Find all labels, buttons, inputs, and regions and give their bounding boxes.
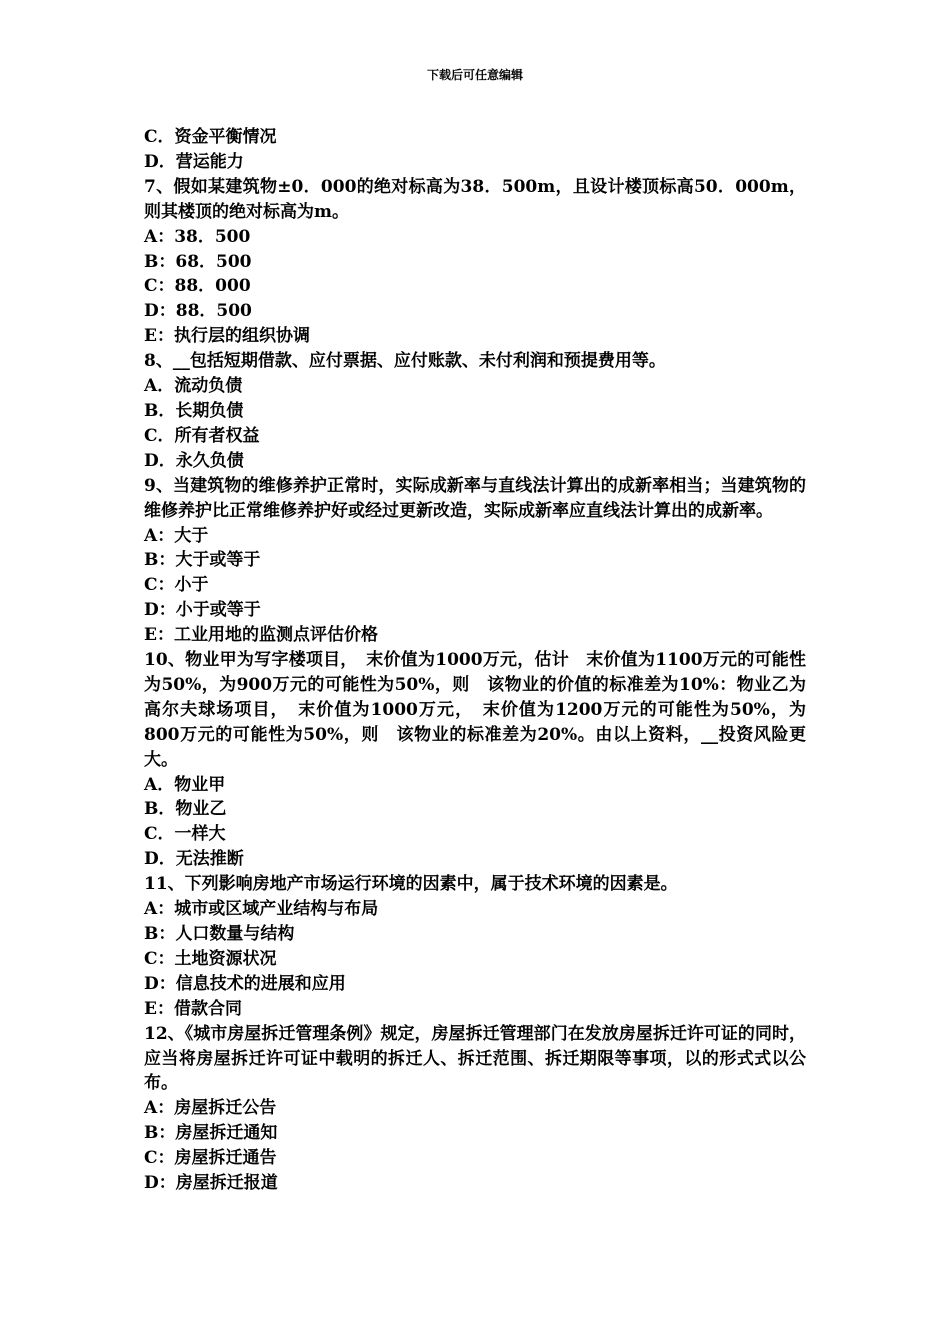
answer-option: A：38．500	[144, 226, 251, 247]
answer-option: E：工业用地的监测点评估价格	[144, 625, 378, 646]
question-text: 12、《城市房屋拆迁管理条例》规定，房屋拆迁管理部门在发放房屋拆迁许可证的同时，应当将房屋拆迁许可证中载明的拆迁人、拆迁范围、拆迁期限等事项，以的形式式以公布。	[144, 1023, 806, 1094]
answer-option: A．物业甲	[144, 774, 226, 795]
question-text: 10、物业甲为写字楼项目， 末价值为1000万元，估计 末价值为1100万元的可能性为50%，为900万元的可能性为50%，则 该物业的价值的标准差为10%：物业乙为高尔夫球场项目， 末价值为1000万元， 末价值为1200万元的可能性为50%，为800万元的可能性为50%，则 该物业的标准差为20%。由以上资料，__投资风险更大。	[144, 650, 806, 770]
answer-option: C：小于	[144, 575, 209, 596]
answer-option: C．资金平衡情况	[144, 127, 277, 147]
answer-option: D：信息技术的进展和应用	[144, 973, 346, 994]
answer-option: D．永久负债	[144, 450, 244, 471]
answer-option: A．流动负债	[144, 376, 243, 397]
answer-option: A：大于	[144, 525, 209, 546]
answer-option: B：人口数量与结构	[144, 924, 295, 944]
answer-option: C：土地资源状况	[144, 948, 277, 969]
answer-option: E：借款合同	[144, 998, 242, 1019]
document-body	[144, 125, 806, 1196]
answer-option: D：小于或等于	[144, 600, 261, 621]
answer-option: B：大于或等于	[144, 550, 261, 571]
answer-option: C．一样大	[144, 824, 226, 845]
answer-option: B：68．500	[144, 251, 252, 272]
question-text: 7、假如某建筑物±0．000的绝对标高为38．500m，且设计楼顶标高50．000m，则其楼顶的绝对标高为m。	[144, 176, 806, 222]
answer-option: D．营运能力	[144, 151, 244, 172]
answer-option: D：88．500	[144, 301, 252, 322]
answer-option: B．长期负债	[144, 400, 244, 421]
answer-option: C．所有者权益	[144, 425, 260, 446]
page-header: 下载后可任意编辑	[426, 68, 523, 82]
answer-option: C：88．000	[144, 276, 251, 297]
answer-option: B．物业乙	[144, 799, 227, 820]
answer-option: A：房屋拆迁公告	[144, 1098, 277, 1119]
question-text: 9、当建筑物的维修养护正常时，实际成新率与直线法计算出的成新率相当；当建筑物的维修养护比正常维修养护好或经过更新改造，实际成新率应直线法计算出的成新率。	[144, 475, 806, 521]
answer-option: B：房屋拆迁通知	[144, 1123, 278, 1144]
question-text: 8、__包括短期借款、应付票据、应付账款、未付利润和预提费用等。	[144, 351, 666, 372]
answer-option: A：城市或区域产业结构与布局	[144, 899, 379, 920]
answer-option: E：执行层的组织协调	[144, 326, 310, 347]
answer-option: C：房屋拆迁通告	[144, 1148, 277, 1169]
answer-option: D：房屋拆迁报道	[144, 1173, 278, 1194]
question-text: 11、下列影响房地产市场运行环境的因素中，属于技术环境的因素是。	[144, 874, 678, 895]
answer-option: D．无法推断	[144, 849, 244, 870]
